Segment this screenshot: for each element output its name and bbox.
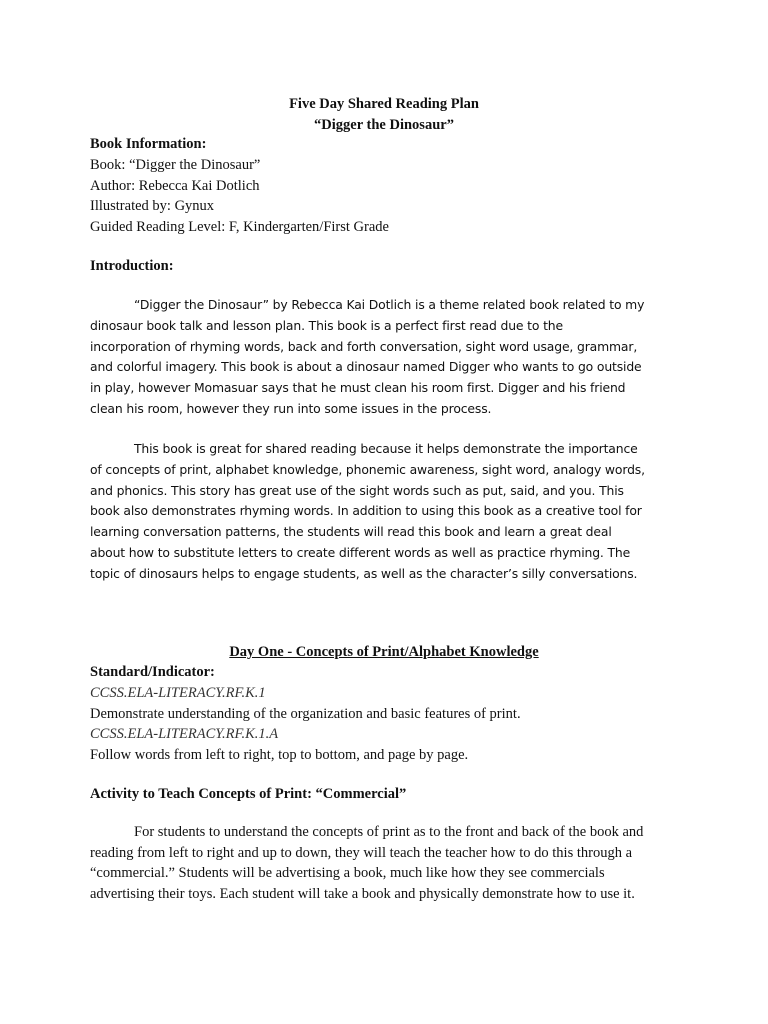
paragraph-line: topic of dinosaurs helps to engage students, as well as the character’s silly conversations.	[90, 565, 638, 581]
illustrator-line: Illustrated by: Gynux	[90, 198, 215, 214]
paragraph-line: incorporation of rhyming words, back and forth conversation, sight word usage, grammar,	[90, 338, 638, 354]
introduction-heading: Introduction:	[90, 258, 174, 274]
paragraph-line: “commercial.” Students will be advertising a book, much like how they see commercials	[90, 865, 605, 881]
activity-paragraph	[90, 822, 680, 904]
paragraph-line: learning conversation patterns, the students will read this book and learn a great deal	[90, 524, 612, 540]
introduction-paragraph-2	[90, 439, 680, 585]
standard-code: CCSS.ELA-LITERACY.RF.K.1.A	[90, 726, 279, 742]
standard-code: CCSS.ELA-LITERACY.RF.K.1	[90, 685, 266, 701]
paragraph-line: For students to understand the concepts of print as to the front and back of the book and	[134, 824, 644, 840]
document-title: Five Day Shared Reading Plan	[289, 96, 479, 112]
paragraph-line: in play, however Momasuar says that he must clean his room first. Digger and his friend	[90, 380, 626, 396]
book-title-line: Book: “Digger the Dinosaur”	[90, 157, 261, 173]
paragraph-line: and phonics. This story has great use of the sight words such as put, said, and you. This	[90, 482, 624, 498]
reading-level-line: Guided Reading Level: F, Kindergarten/First Grade	[90, 218, 389, 235]
paragraph-line: dinosaur book talk and lesson plan. This book is a perfect first read due to the	[90, 317, 563, 333]
day-one-heading: Day One - Concepts of Print/Alphabet Knowledge	[229, 644, 539, 660]
standard-indicator-heading: Standard/Indicator:	[90, 664, 215, 680]
paragraph-line: clean his room, however they run into some issues in the process.	[90, 400, 492, 416]
paragraph-line: “Digger the Dinosaur” by Rebecca Kai Dotlich is a theme related book related to my	[134, 297, 645, 312]
paragraph-line: about how to substitute letters to create different words as well as practice rhyming. The	[90, 544, 631, 560]
document-subtitle: “Digger the Dinosaur”	[314, 117, 454, 133]
introduction-paragraph-1	[90, 295, 680, 420]
book-information-section	[90, 134, 680, 237]
paragraph-line: and colorful imagery. This book is about a dinosaur named Digger who wants to go outside	[90, 359, 642, 375]
paragraph-line: reading from left to right and up to down, they will teach the teacher how to do this through a	[90, 844, 633, 861]
paragraph-line: advertising their toys. Each student will take a book and physically demonstrate how to use it.	[90, 885, 635, 902]
author-line: Author: Rebecca Kai Dotlich	[90, 177, 260, 194]
standard-description: Follow words from left to right, top to bottom, and page by page.	[90, 746, 469, 763]
book-information-heading: Book Information:	[90, 136, 207, 152]
standard-description: Demonstrate understanding of the organization and basic features of print.	[90, 705, 521, 722]
standard-indicator-section	[90, 662, 680, 765]
paragraph-line: book also demonstrates rhyming words. In addition to using this book as a creative tool for	[90, 503, 642, 519]
activity-heading: Activity to Teach Concepts of Print: “Commercial”	[90, 786, 407, 802]
paragraph-line: of concepts of print, alphabet knowledge, phonemic awareness, sight word, analogy words,	[90, 461, 645, 477]
paragraph-line: This book is great for shared reading because it helps demonstrate the importance	[134, 441, 638, 456]
